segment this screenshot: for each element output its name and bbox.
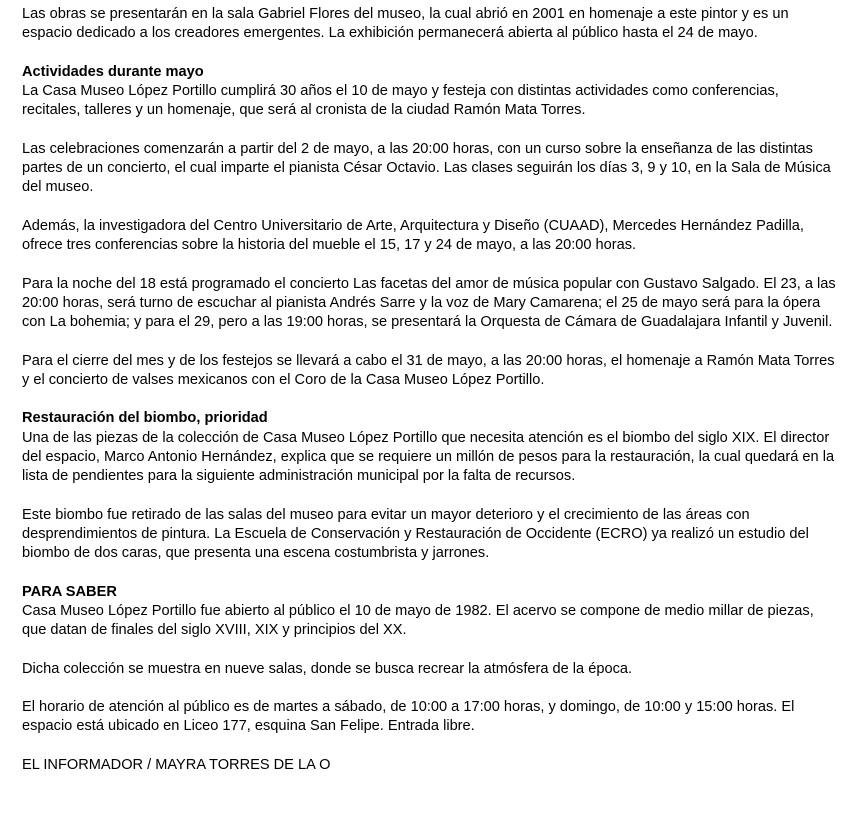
paragraph: El horario de atención al público es de martes a sábado, de 10:00 a 17:00 horas, y domingo, de 10:00 y 15:00 horas. El espacio está ubicado en Liceo 177, esquina San Felipe. Entrada libre. (22, 699, 795, 735)
paragraph: Las celebraciones comenzarán a partir del 2 de mayo, a las 20:00 horas, con un curso sobre la enseñanza de las distintas partes de un concierto, el cual imparte el pianista César Octavio. Las clases seguirán los días 3, 9 y 10, en la Sala de Música del museo. (22, 140, 831, 196)
byline: EL INFORMADOR / MAYRA TORRES DE LA O (22, 756, 331, 773)
paragraph: Este biombo fue retirado de las salas del museo para evitar un mayor deterioro y el crecimiento de las áreas con desprendimientos de pintura. La Escuela de Conservación y Restauración de Occidente (ECRO) ya realizó un estudio del biombo de dos caras, que presenta una escena costumbrista y jarrones. (22, 506, 809, 561)
paragraph: Una de las piezas de la colección de Casa Museo López Portillo que necesita atención es el biombo del siglo XIX. El director del espacio, Marco Antonio Hernández, explica que se requiere un millón de pesos para la restauración, la cual quedará en la lista de pendientes para la siguiente administración municipal por la falta de recursos. (22, 429, 835, 484)
paragraph: Dicha colección se muestra en nueve salas, donde se busca recrear la atmósfera de la época. (22, 660, 633, 677)
paragraph: Para la noche del 18 está programado el concierto Las facetas del amor de música popular con Gustavo Salgado. El 23, a las 20:00 horas, será turno de escuchar al pianista Andrés Sarre y la voz de Mary Camarena; el 25 de mayo será para la ópera con La bohemia; y para el 29, pero a las 19:00 horas, se presentará la Orquesta de Cámara de Guadalajara Infantil y Juvenil. (22, 275, 836, 330)
paragraph: Casa Museo López Portillo fue abierto al público el 10 de mayo de 1982. El acervo se compone de medio millar de piezas, que datan de finales del siglo XVIII, XIX y principios del XX. (22, 602, 814, 638)
section-para-saber (22, 583, 838, 737)
intro-paragraph: Las obras se presentarán en la sala Gabriel Flores del museo, la cual abrió en 2001 en homenaje a este pintor y es un espacio dedicado a los creadores emergentes. La exhibición permanecerá abierta al público hasta el 24 de mayo. (22, 6, 789, 42)
section-activities (22, 63, 838, 390)
section-heading: Actividades durante mayo (22, 63, 204, 80)
section-heading: PARA SABER (22, 583, 117, 600)
paragraph: Para el cierre del mes y de los festejos se llevará a cabo el 31 de mayo, a las 20:00 horas, el homenaje a Ramón Mata Torres y el concierto de valses mexicanos con el Coro de la Casa Museo López Portillo. (22, 352, 835, 388)
paragraph: La Casa Museo López Portillo cumplirá 30 años el 10 de mayo y festeja con distintas actividades como conferencias, recitales, talleres y un homenaje, que será al cronista de la ciudad Ramón Mata Torres. (22, 83, 779, 119)
section-heading: Restauración del biombo, prioridad (22, 410, 268, 427)
paragraph: Además, la investigadora del Centro Universitario de Arte, Arquitectura y Diseño (CUAAD), Mercedes Hernández Padilla, ofrece tres conferencias sobre la historia del mueble el 15, 17 y 24 de mayo, a las 20:00 horas. (22, 217, 804, 253)
section-restoration (22, 409, 838, 563)
